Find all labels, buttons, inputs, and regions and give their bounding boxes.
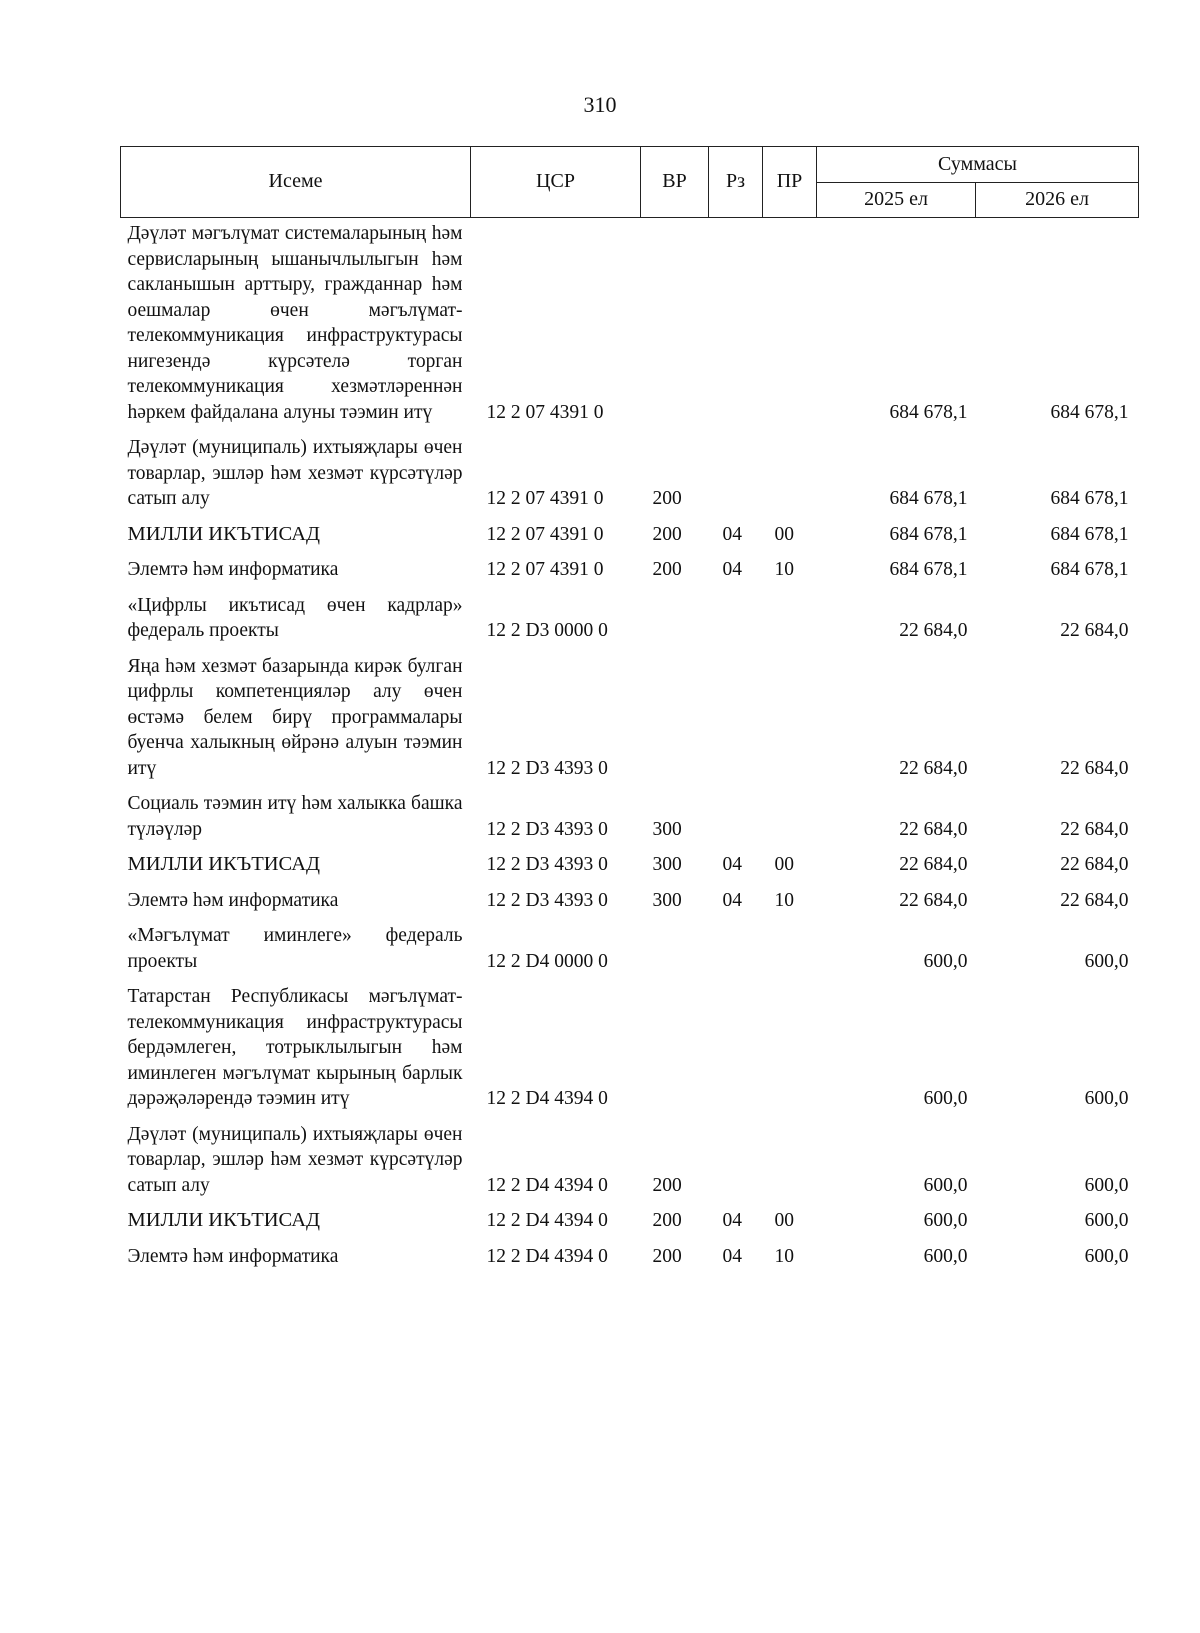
row-pr-code xyxy=(763,646,817,784)
row-amount-2025: 22 684,0 xyxy=(899,889,968,911)
row-vr-code xyxy=(641,976,709,1114)
table-row xyxy=(121,880,1139,916)
column-header-vr: ВР xyxy=(641,147,709,218)
row-amount-2026: 684 678,1 xyxy=(1050,488,1129,509)
row-pr-code xyxy=(763,585,817,646)
row-name: Дәүләт мәгълүмат системаларының һәм сервисларының ышанычлылыгын һәм сакланышын арттыру, гражданнар һәм оешмалар өчен мәгълүмат-телекоммуникация инфраструктурасы нигезендә күрсәтелә торган телекоммуникация хезмәтләреннән һәркем файдалана алуны тәэмин итү xyxy=(127,223,463,423)
table-body xyxy=(121,218,1139,1272)
row-amount-2025: 600,0 xyxy=(923,1210,968,1231)
row-csr-code: 12 2 D3 4393 0 xyxy=(486,854,608,875)
row-rz-code: 04 xyxy=(722,559,742,580)
row-amount-2025: 22 684,0 xyxy=(899,620,968,641)
row-amount-2026: 684 678,1 xyxy=(1050,559,1129,580)
table-row xyxy=(121,549,1139,585)
column-header-csr: ЦСР xyxy=(471,147,641,218)
row-vr-code: 200 xyxy=(652,488,682,509)
row-csr-code: 12 2 D3 0000 0 xyxy=(486,620,608,641)
row-name: Элемтә һәм информатика xyxy=(127,889,339,911)
row-pr-code xyxy=(763,915,817,976)
table-row xyxy=(121,915,1139,976)
row-amount-2025: 600,0 xyxy=(923,950,968,972)
row-csr-code: 12 2 D4 4394 0 xyxy=(486,1245,608,1267)
row-amount-2025: 22 684,0 xyxy=(899,854,968,875)
row-name: МИЛЛИ ИКЪТИСАД xyxy=(127,853,320,875)
row-name: Татарстан Республикасы мәгълүмат-телекоммуникация инфраструктурасы бердәмлеген, тотрыклылыгын һәм иминлеген мәгълүмат кырының барлык дәрәҗәләрендә тәэмин итү xyxy=(127,986,463,1109)
row-name: «Мәгълүмат иминлеге» федераль проекты xyxy=(127,925,463,972)
row-rz-code: 04 xyxy=(722,1245,742,1267)
row-name: МИЛЛИ ИКЪТИСАД xyxy=(127,522,320,545)
row-vr-code: 300 xyxy=(652,854,682,875)
row-csr-code: 12 2 07 4391 0 xyxy=(486,488,604,509)
row-name: МИЛЛИ ИКЪТИСАД xyxy=(127,1209,320,1231)
row-amount-2025: 600,0 xyxy=(923,1088,968,1109)
row-rz-code: 04 xyxy=(722,889,742,911)
row-amount-2026: 22 684,0 xyxy=(1060,889,1129,911)
budget-table xyxy=(120,146,1139,1271)
row-name: Элемтә һәм информатика xyxy=(127,1245,339,1267)
row-rz-code xyxy=(709,915,763,976)
table-row xyxy=(121,783,1139,844)
row-amount-2026: 600,0 xyxy=(1084,950,1129,972)
row-amount-2025: 684 678,1 xyxy=(889,401,968,423)
row-csr-code: 12 2 D3 4393 0 xyxy=(486,889,608,911)
row-pr-code: 00 xyxy=(774,523,794,545)
row-vr-code: 300 xyxy=(652,818,682,840)
table-row xyxy=(121,514,1139,550)
row-pr-code xyxy=(763,427,817,514)
row-amount-2026: 600,0 xyxy=(1084,1245,1129,1267)
row-name: Яңа һәм хезмәт базарында кирәк булган цифрлы компетенцияләр алу өчен өстәмә белем бирү программалары буенча халыкның өйрәнә алуын тәэмин итү xyxy=(127,655,463,779)
row-rz-code xyxy=(709,427,763,514)
row-csr-code: 12 2 07 4391 0 xyxy=(486,401,604,423)
row-vr-code: 200 xyxy=(652,523,682,545)
row-rz-code xyxy=(709,218,763,428)
table-row xyxy=(121,646,1139,784)
row-amount-2025: 684 678,1 xyxy=(889,488,968,509)
row-rz-code xyxy=(709,585,763,646)
row-amount-2026: 22 684,0 xyxy=(1060,620,1129,641)
row-csr-code: 12 2 D4 4394 0 xyxy=(486,1174,608,1196)
row-pr-code xyxy=(763,783,817,844)
row-amount-2026: 22 684,0 xyxy=(1060,854,1129,875)
row-rz-code: 04 xyxy=(722,854,742,875)
row-csr-code: 12 2 D3 4393 0 xyxy=(486,757,608,779)
table-row xyxy=(121,218,1139,428)
column-header-year-2025: 2025 ел xyxy=(817,182,976,218)
row-pr-code xyxy=(763,976,817,1114)
table-row xyxy=(121,1114,1139,1201)
row-name: Социаль тәэмин итү һәм халыкка башка түләүләр xyxy=(127,793,463,840)
row-csr-code: 12 2 D3 4393 0 xyxy=(486,818,608,840)
row-vr-code: 200 xyxy=(652,1174,682,1196)
row-amount-2026: 600,0 xyxy=(1084,1174,1129,1196)
row-name: Дәүләт (муниципаль) ихтыяҗлары өчен товарлар, эшләр һәм хезмәт күрсәтүләр сатып алу xyxy=(127,437,463,509)
table-row xyxy=(121,976,1139,1114)
row-vr-code xyxy=(641,218,709,428)
page-number: 310 xyxy=(583,92,617,117)
row-rz-code: 04 xyxy=(722,523,742,545)
row-pr-code xyxy=(763,218,817,428)
row-pr-code: 00 xyxy=(774,854,794,875)
column-header-pr: ПР xyxy=(763,147,817,218)
table-header xyxy=(121,147,1139,218)
column-header-rz: Рз xyxy=(709,147,763,218)
row-amount-2026: 22 684,0 xyxy=(1060,818,1129,840)
row-rz-code xyxy=(709,976,763,1114)
row-vr-code: 300 xyxy=(652,889,682,911)
row-pr-code: 10 xyxy=(774,1245,794,1267)
row-csr-code: 12 2 D4 0000 0 xyxy=(486,950,608,972)
row-vr-code: 200 xyxy=(652,559,682,580)
row-vr-code xyxy=(641,585,709,646)
column-header-name: Исеме xyxy=(121,147,471,218)
column-header-sums: Суммасы xyxy=(817,147,1139,183)
table-row xyxy=(121,427,1139,514)
row-amount-2026: 684 678,1 xyxy=(1050,523,1129,545)
table-row xyxy=(121,1236,1139,1272)
row-rz-code xyxy=(709,646,763,784)
row-amount-2025: 22 684,0 xyxy=(899,818,968,840)
row-amount-2026: 600,0 xyxy=(1084,1088,1129,1109)
row-pr-code: 10 xyxy=(774,889,794,911)
row-amount-2026: 22 684,0 xyxy=(1060,757,1129,779)
row-name: Элемтә һәм информатика xyxy=(127,559,339,580)
row-name: Дәүләт (муниципаль) ихтыяҗлары өчен товарлар, эшләр һәм хезмәт күрсәтүләр сатып алу xyxy=(127,1123,463,1196)
row-vr-code xyxy=(641,915,709,976)
row-vr-code: 200 xyxy=(652,1210,682,1231)
row-vr-code xyxy=(641,646,709,784)
table-row xyxy=(121,1200,1139,1236)
row-amount-2025: 684 678,1 xyxy=(889,559,968,580)
row-csr-code: 12 2 D4 4394 0 xyxy=(486,1088,608,1109)
row-rz-code xyxy=(709,1114,763,1201)
row-vr-code: 200 xyxy=(652,1245,682,1267)
row-pr-code: 00 xyxy=(774,1210,794,1231)
row-pr-code: 10 xyxy=(774,559,794,580)
row-amount-2025: 684 678,1 xyxy=(889,523,968,545)
row-rz-code xyxy=(709,783,763,844)
row-pr-code xyxy=(763,1114,817,1201)
row-csr-code: 12 2 07 4391 0 xyxy=(486,559,604,580)
row-amount-2025: 600,0 xyxy=(923,1245,968,1267)
table-row xyxy=(121,585,1139,646)
row-rz-code: 04 xyxy=(722,1210,742,1231)
row-amount-2025: 600,0 xyxy=(923,1174,968,1196)
column-header-year-2026: 2026 ел xyxy=(976,182,1139,218)
row-amount-2026: 684 678,1 xyxy=(1050,401,1129,423)
row-amount-2025: 22 684,0 xyxy=(899,757,968,779)
row-amount-2026: 600,0 xyxy=(1084,1210,1129,1231)
table-row xyxy=(121,844,1139,880)
row-name: «Цифрлы икътисад өчен кадрлар» федераль проекты xyxy=(127,594,463,641)
row-csr-code: 12 2 07 4391 0 xyxy=(486,523,604,545)
row-csr-code: 12 2 D4 4394 0 xyxy=(486,1210,608,1231)
